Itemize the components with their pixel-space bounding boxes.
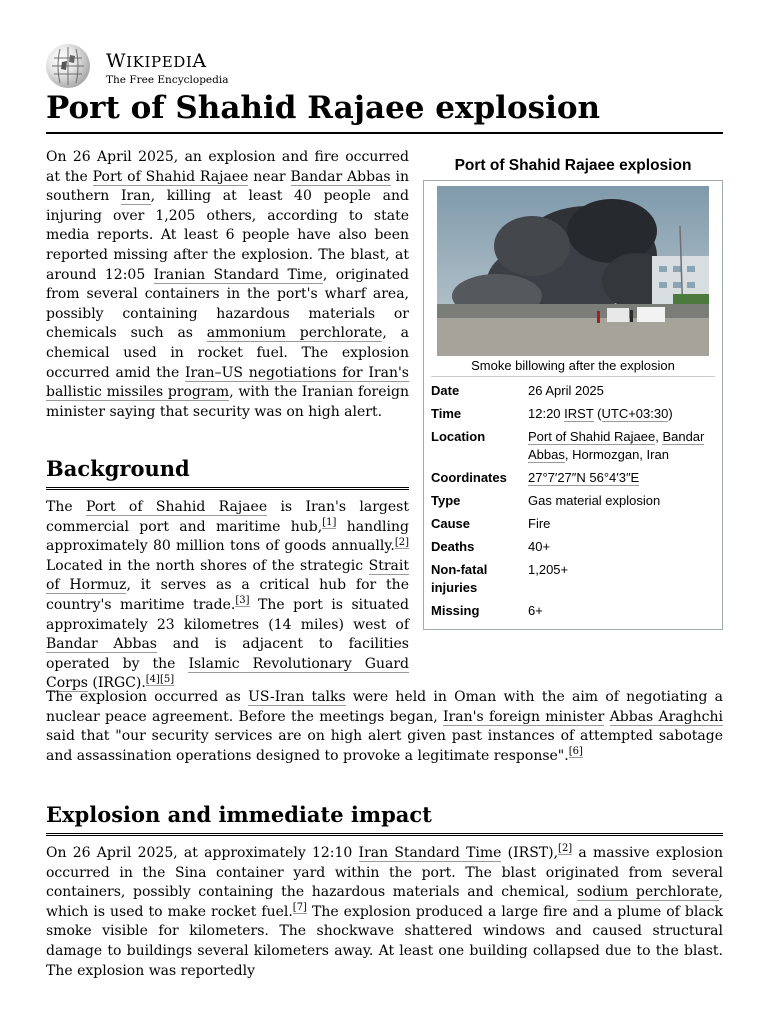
wikipedia-wordmark: WIKIPEDIA (106, 50, 207, 72)
infobox-value: Port of Shahid Rajaee, Bandar Abbas, Hormozgan, Iran (528, 429, 705, 462)
citation-4[interactable]: [4] (145, 673, 160, 685)
infobox-value: 40+ (528, 539, 551, 554)
link-port-shahid-rajaee[interactable]: Port of Shahid Rajaee (92, 168, 249, 185)
wikipedia-tagline: The Free Encyclopedia (106, 74, 229, 86)
section-heading-background: Background (46, 456, 409, 490)
background-paragraph-1: The Port of Shahid Rajaee is Iran's largest commercial port and maritime hub,[1] handling approximately 80 million tons of goods annually.[2] Located in the north shores of the strategic Strait of Hormuz, it serves as a critical hub for the country's maritime trade.[3] The port is situated approximately 23 kilometres (14 miles) west of Bandar Abbas and is adjacent to facilities operated by the Islamic Revolutionary Guard Corps (IRGC).[4][5] (46, 499, 409, 692)
infobox-label: Coordinates (431, 470, 507, 485)
link-irst[interactable]: IRST (564, 406, 594, 421)
link-strait-of-hormuz[interactable]: Strait of Hormuz (46, 557, 409, 594)
citation-2[interactable]: [2] (394, 536, 409, 548)
link-iran-standard-time[interactable]: Iran Standard Time (358, 845, 502, 861)
citation-2[interactable]: [2] (558, 843, 573, 855)
infobox-label: Time (431, 406, 462, 421)
infobox-table (431, 380, 715, 623)
infobox-label: Non-fatal injuries (431, 562, 488, 595)
infobox-label: Type (431, 493, 461, 508)
infobox-row-location (431, 426, 715, 467)
puzzle-globe-icon (46, 44, 90, 88)
image-caption: Smoke billowing after the explosion (431, 356, 715, 377)
page-title: Port of Shahid Rajaee explosion (46, 88, 723, 134)
infobox-row-time (431, 403, 715, 426)
link-irgc[interactable]: Islamic Revolutionary Guard Corps (46, 655, 409, 692)
infobox-row-cause (431, 513, 715, 536)
infobox-value: 26 April 2025 (528, 383, 604, 398)
citation-5[interactable]: [5] (159, 673, 175, 685)
infobox-value: 6+ (528, 603, 543, 618)
infobox-label: Deaths (431, 539, 475, 554)
infobox-value: 12:20 IRST (UTC+03:30) (528, 406, 673, 421)
link-utc-offset[interactable]: UTC+03:30 (601, 406, 669, 421)
explosion-smoke-photo[interactable] (437, 186, 709, 356)
infobox-label: Date (431, 383, 460, 398)
link-iran[interactable]: Iran (120, 188, 151, 205)
infobox-row-missing (431, 600, 715, 623)
infobox (423, 152, 723, 630)
infobox-label: Location (431, 429, 486, 444)
link-abbas-araghchi[interactable]: Abbas Araghchi (609, 708, 723, 725)
infobox-value: Gas material explosion (528, 493, 661, 508)
infobox-label: Cause (431, 516, 471, 531)
infobox-row-date (431, 380, 715, 403)
link-iran-us-negotiations[interactable]: Iran–US negotiations for Iran's ballistic missiles program (46, 364, 409, 401)
infobox-title: Port of Shahid Rajaee explosion (454, 157, 692, 174)
link-iran-foreign-minister[interactable]: Iran's foreign minister (443, 708, 605, 725)
link-port-shahid-rajaee[interactable]: Port of Shahid Rajaee (85, 499, 268, 515)
infobox-row-coordinates (431, 467, 715, 490)
citation-1[interactable]: [1] (322, 516, 337, 528)
link-sodium-perchlorate[interactable]: sodium perchlorate (576, 884, 719, 901)
infobox-value: Fire (528, 516, 551, 531)
infobox-row-deaths (431, 536, 715, 559)
citation-3[interactable]: [3] (235, 595, 250, 607)
lead-paragraph: On 26 April 2025, an explosion and fire occurred at the Port of Shahid Rajaee near Bandar Abbas in southern Iran, killing at least 40 people and injuring over 1,205 others, according to state media reports. At least 6 people have also been reported missing after the explosion. The blast, at around 12:05 Iranian Standard Time, originated from several containers in the port's wharf area, possibly containing hazardous materials or chemicals such as ammonium perchlorate, a chemical used in rocket fuel. The explosion occurred amid the Iran–US negotiations for Iran's ballistic missiles program, with the Iranian foreign minister saying that security was on high alert. (46, 149, 410, 420)
infobox-label: Missing (431, 603, 480, 618)
section-heading-explosion: Explosion and immediate impact (46, 802, 723, 836)
citation-7[interactable]: [7] (292, 902, 307, 914)
citation-6[interactable]: [6] (568, 746, 583, 758)
link-bandar-abbas[interactable]: Bandar Abbas (528, 429, 705, 462)
background-paragraph-2: The explosion occurred as US-Iran talks were held in Oman with the aim of negotiating a nuclear peace agreement. Before the meetings began, Iran's foreign minister Abbas Araghchi said that "our security services are on high alert given past instances of attempted sabotage and assassination operations designed to provoke a legitimate response".[6] (46, 689, 723, 764)
link-us-iran-talks[interactable]: US-Iran talks (248, 689, 346, 705)
infobox-value (528, 467, 715, 490)
link-ammonium-perchlorate[interactable]: ammonium perchlorate (206, 325, 383, 342)
link-bandar-abbas[interactable]: Bandar Abbas (46, 636, 157, 653)
link-coordinates[interactable]: 27°7′27″N 56°4′3″E (528, 470, 640, 485)
infobox-row-type (431, 490, 715, 513)
infobox-row-injuries (431, 559, 715, 600)
explosion-paragraph: On 26 April 2025, at approximately 12:10 Iran Standard Time (IRST),[2] a massive explosion occurred in the Sina container yard within the port. The blast originated from several containers, possibly containing the hazardous materials and chemical, sodium perchlorate, which is used to make rocket fuel.[7] The explosion produced a large fire and a plume of black smoke visible for kilometers. The shockwave shattered windows and caused structural damage to buildings several kilometers away. At least one building collapsed due to the blast. The explosion was reportedly (46, 843, 723, 979)
infobox-value: 1,205+ (528, 562, 569, 577)
infobox-body (423, 180, 723, 630)
link-port-shahid-rajaee[interactable]: Port of Shahid Rajaee (528, 429, 656, 444)
link-bandar-abbas[interactable]: Bandar Abbas (290, 168, 391, 185)
link-iranian-standard-time[interactable]: Iranian Standard Time (153, 266, 323, 283)
